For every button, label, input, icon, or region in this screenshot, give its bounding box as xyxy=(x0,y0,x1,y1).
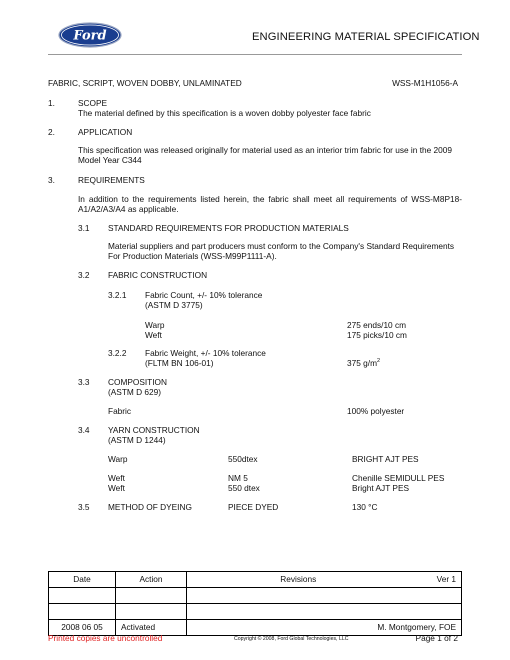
table-row xyxy=(49,604,462,620)
revision-entry-date: 2008 06 05 xyxy=(49,620,116,636)
section-3-text: In addition to the requirements listed herein, the fabric shall meet all requirements of WSS-M8P18-A1/A2/A3/A4 as applicable. xyxy=(78,194,462,215)
section-2-text: This specification was released originally for material used as an interior trim fabric for use in the 2009 Model Year C344 xyxy=(78,145,452,166)
section-1-title: SCOPE xyxy=(78,98,108,108)
fabric-weight-value xyxy=(347,358,380,368)
dyeing-method-value: PIECE DYED xyxy=(228,502,279,512)
yarn-row-label: Weft xyxy=(108,473,125,483)
fabric-weight-unit-exponent: 2 xyxy=(376,358,381,365)
section-3-4-title: YARN CONSTRUCTION xyxy=(108,425,200,435)
yarn-method: (ASTM D 1244) xyxy=(108,435,166,445)
yarn-row-count: 550dtex xyxy=(228,454,258,464)
copyright-notice: Copyright © 2008, Ford Global Technologies, LLC xyxy=(234,636,349,642)
section-3-1-number: 3.1 xyxy=(78,223,90,233)
yarn-row-desc: Chenille SEMIDULL PES xyxy=(352,473,445,483)
dyeing-temperature: 130 °C xyxy=(352,502,378,512)
page-indicator: Page 1 of 2 xyxy=(415,633,458,643)
ford-logo xyxy=(58,22,122,48)
revision-header-version: Ver 1 xyxy=(410,572,462,588)
table-cell xyxy=(49,604,116,620)
yarn-row-count: NM 5 xyxy=(228,473,248,483)
table-cell xyxy=(187,588,462,604)
yarn-row-desc: Bright AJT PES xyxy=(352,483,410,493)
revision-table xyxy=(48,571,462,636)
section-3-2-2-number: 3.2.2 xyxy=(108,348,127,358)
yarn-row-count: 550 dtex xyxy=(228,483,260,493)
composition-method: (ASTM D 629) xyxy=(108,387,162,397)
section-3-2-title: FABRIC CONSTRUCTION xyxy=(108,270,208,280)
revision-entry-author: M. Montgomery, FOE xyxy=(187,620,462,636)
section-3-3-title: COMPOSITION xyxy=(108,377,168,387)
section-3-number: 3. xyxy=(48,175,55,185)
fabric-count-method: (ASTM D 3775) xyxy=(145,300,203,310)
header-divider xyxy=(48,54,462,55)
composition-label: Fabric xyxy=(108,406,132,416)
composition-value: 100% polyester xyxy=(347,406,405,416)
section-2-number: 2. xyxy=(48,127,55,137)
section-3-4-number: 3.4 xyxy=(78,425,90,435)
section-3-1-title: STANDARD REQUIREMENTS FOR PRODUCTION MATERIALS xyxy=(108,223,349,233)
revision-header-date: Date xyxy=(49,572,116,588)
revision-header-revisions: Revisions xyxy=(187,572,410,588)
yarn-row-desc: BRIGHT AJT PES xyxy=(352,454,419,464)
section-3-title: REQUIREMENTS xyxy=(78,175,145,185)
section-3-2-1-number: 3.2.1 xyxy=(108,290,127,300)
section-3-3-number: 3.3 xyxy=(78,377,90,387)
weft-label: Weft xyxy=(145,330,162,340)
yarn-row-label: Weft xyxy=(108,483,125,493)
warp-label: Warp xyxy=(145,320,165,330)
section-1-number: 1. xyxy=(48,98,55,108)
table-cell xyxy=(187,604,462,620)
section-2-title: APPLICATION xyxy=(78,127,133,137)
yarn-row-label: Warp xyxy=(108,454,128,464)
section-3-5-number: 3.5 xyxy=(78,502,90,512)
fabric-weight-title: Fabric Weight, +/- 10% tolerance xyxy=(145,348,266,358)
warp-value: 275 ends/10 cm xyxy=(347,320,407,330)
table-cell xyxy=(116,604,187,620)
uncontrolled-copies-notice: Printed copies are uncontrolled xyxy=(48,633,163,643)
document-title: FABRIC, SCRIPT, WOVEN DOBBY, UNLAMINATED xyxy=(48,78,242,88)
weft-value: 175 picks/10 cm xyxy=(347,330,407,340)
revision-header-action: Action xyxy=(116,572,187,588)
fabric-weight-number: 375 g/m xyxy=(347,358,377,368)
section-1-text: The material defined by this specification is a woven dobby polyester face fabric xyxy=(78,108,371,118)
fabric-weight-method: (FLTM BN 106-01) xyxy=(145,358,214,368)
table-cell xyxy=(49,588,116,604)
table-cell xyxy=(116,588,187,604)
document-number: WSS-M1H1056-A xyxy=(392,78,458,88)
section-3-5-title: METHOD OF DYEING xyxy=(108,502,192,512)
fabric-count-title: Fabric Count, +/- 10% tolerance xyxy=(145,290,263,300)
ford-logo-text: Ford xyxy=(73,28,107,44)
revision-entry-action: Activated xyxy=(116,620,187,636)
section-3-2-number: 3.2 xyxy=(78,270,90,280)
table-row xyxy=(49,588,462,604)
table-row xyxy=(49,572,462,588)
spec-type-title: ENGINEERING MATERIAL SPECIFICATION xyxy=(252,31,480,43)
section-3-1-text: Material suppliers and part producers must conform to the Company's Standard Requirements For Production Materials (WSS-M99P1111-A). xyxy=(108,241,455,262)
